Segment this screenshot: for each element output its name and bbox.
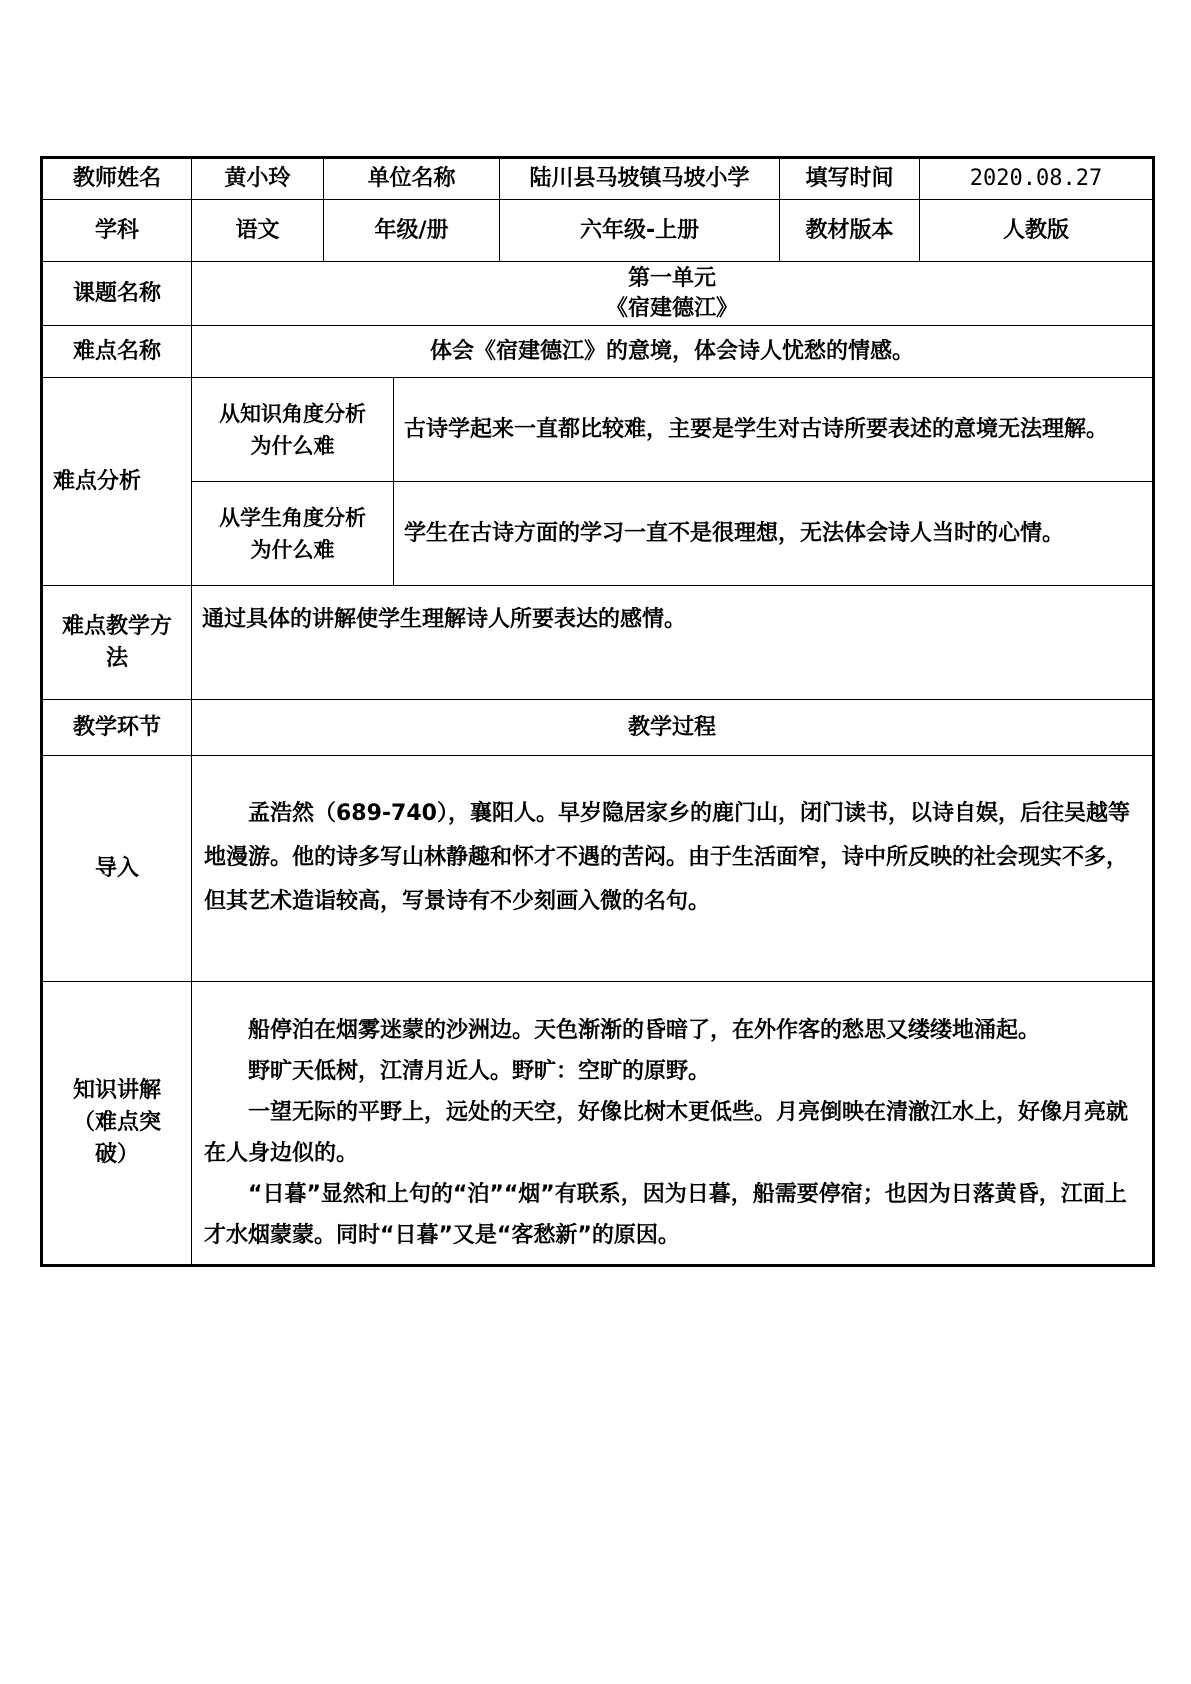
method-label-line-2: 法 (105, 645, 128, 671)
topic-label: 课题名称 (42, 262, 192, 326)
fill-date-label: 填写时间 (780, 158, 920, 200)
unit-name-label: 单位名称 (324, 158, 500, 200)
knowledge-paragraph: 野旷天低树，江清月近人。野旷：空旷的原野。 (248, 1059, 711, 1084)
student-angle-text: 学生在古诗方面的学习一直不是很理想，无法体会诗人当时的心情。 (394, 482, 1154, 586)
teacher-name-value: 黄小玲 (192, 158, 324, 200)
knowledge-label-line-2: （难点突 (72, 1110, 161, 1135)
edition-value: 人教版 (920, 200, 1154, 262)
analysis-knowledge-row (42, 378, 1154, 482)
method-label (42, 586, 192, 700)
student-angle-line-2: 为什么难 (250, 537, 335, 562)
unit-name-value: 陆川县马坡镇马坡小学 (500, 158, 780, 200)
topic-value (192, 262, 1154, 326)
lesson-plan-table (40, 156, 1155, 1267)
knowledge-paragraph: 船停泊在烟雾迷蒙的沙洲边。天色渐渐的昏暗了，在外作客的愁思又缕缕地涌起。 (248, 1018, 1041, 1043)
knowledge-paragraph: 一望无际的平野上，远处的天空，好像比树木更低些。月亮倒映在清澈江水上，好像月亮就在人身边似的。 (204, 1100, 1129, 1166)
method-row (42, 586, 1154, 700)
intro-text: 孟浩然（689-740），襄阳人。早岁隐居家乡的鹿门山，闭门读书，以诗自娱，后往吴越等地漫游。他的诗多写山林静趣和怀才不遇的苦闷。由于生活面窄，诗中所反映的社会现实不多，但其艺术造诣较高，写景诗有不少刻画入微的名句。 (204, 801, 1130, 914)
intro-text-cell (192, 756, 1154, 982)
fill-date-value: 2020.08.27 (920, 158, 1154, 200)
process-header-row (42, 700, 1154, 756)
analysis-student-row (42, 482, 1154, 586)
subject-value: 语文 (192, 200, 324, 262)
process-label: 教学环节 (42, 700, 192, 756)
knowledge-angle-text: 古诗学起来一直都比较难，主要是学生对古诗所要表述的意境无法理解。 (394, 378, 1154, 482)
difficulty-value: 体会《宿建德江》的意境，体会诗人忧愁的情感。 (192, 326, 1154, 378)
intro-label: 导入 (42, 756, 192, 982)
intro-row (42, 756, 1154, 982)
knowledge-label (42, 982, 192, 1266)
knowledge-label-line-3: 破） (94, 1142, 139, 1167)
header-row-1 (42, 158, 1154, 200)
teacher-name-label: 教师姓名 (42, 158, 192, 200)
subject-label: 学科 (42, 200, 192, 262)
knowledge-angle-line-1: 从知识角度分析 (219, 401, 366, 426)
difficulty-label: 难点名称 (42, 326, 192, 378)
knowledge-paragraph: “日暮”显然和上句的“泊”“烟”有联系，因为日暮，船需要停宿；也因为日落黄昏，江面上才水烟蒙蒙。同时“日暮”又是“客愁新”的原因。 (204, 1182, 1127, 1248)
topic-line-2: 《宿建德江》 (606, 295, 739, 321)
header-row-2 (42, 200, 1154, 262)
knowledge-label-line-1: 知识讲解 (72, 1078, 161, 1103)
difficulty-row (42, 326, 1154, 378)
method-label-line-1: 难点教学方 (61, 613, 172, 639)
grade-value: 六年级-上册 (500, 200, 780, 262)
knowledge-text-cell (192, 982, 1154, 1266)
edition-label: 教材版本 (780, 200, 920, 262)
knowledge-angle-line-2: 为什么难 (250, 433, 335, 458)
method-text: 通过具体的讲解使学生理解诗人所要表达的感情。 (192, 586, 1154, 700)
grade-label: 年级/册 (324, 200, 500, 262)
student-angle-label (192, 482, 394, 586)
analysis-label: 难点分析 (42, 378, 192, 586)
process-header: 教学过程 (192, 700, 1154, 756)
topic-line-1: 第一单元 (628, 265, 717, 291)
topic-row (42, 262, 1154, 326)
knowledge-angle-label (192, 378, 394, 482)
student-angle-line-1: 从学生角度分析 (219, 505, 366, 530)
knowledge-row (42, 982, 1154, 1266)
